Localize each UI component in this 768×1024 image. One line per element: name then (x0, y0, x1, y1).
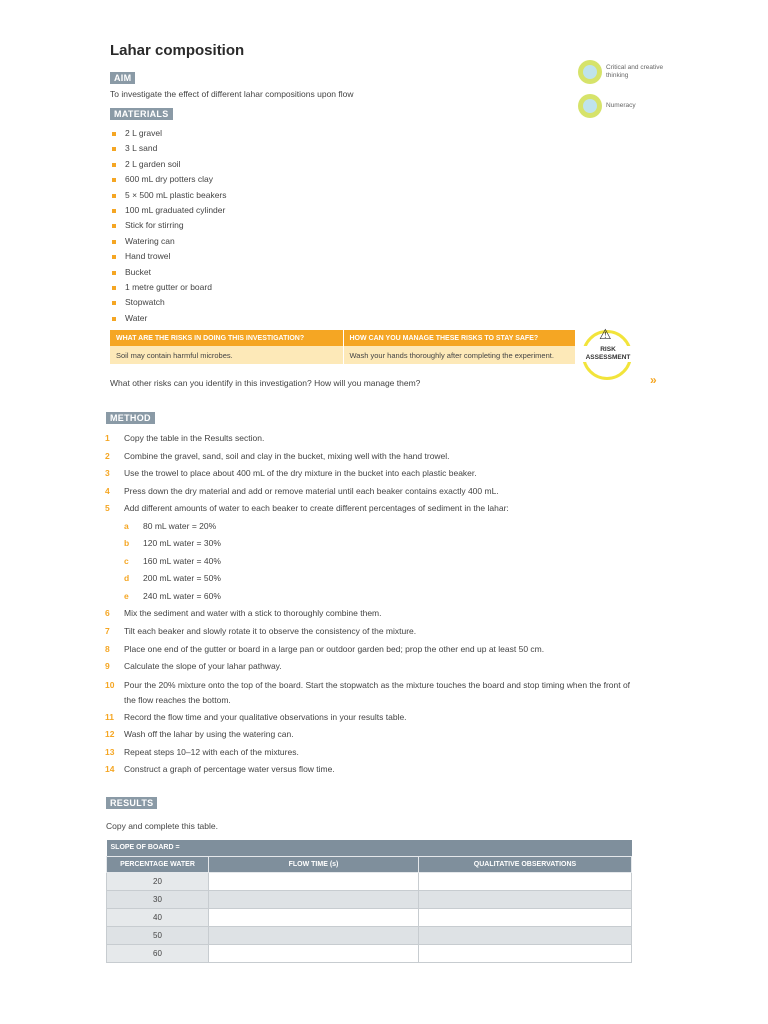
substep-letter: c (124, 555, 129, 566)
step-number: 7 (105, 625, 110, 636)
method-list (105, 430, 635, 779)
list-item: 100 mL graduated cylinder (112, 203, 227, 218)
step-number: 8 (105, 644, 110, 655)
flow-time-cell (209, 944, 419, 962)
list-item: Bucket (112, 265, 227, 280)
substep (124, 553, 635, 571)
method-step (105, 500, 635, 605)
method-step (105, 465, 635, 483)
materials-list (112, 126, 227, 326)
results-tag: RESULTS (106, 797, 157, 809)
flow-time-cell (209, 872, 419, 890)
step-number: 1 (105, 433, 110, 443)
list-item: 600 mL dry potters clay (112, 172, 227, 187)
step-text: Mix the sediment and water with a stick to thoroughly combine them. (124, 608, 382, 619)
list-item: 1 metre gutter or board (112, 280, 227, 295)
results-intro: Copy and complete this table. (106, 821, 218, 831)
observation-cell (419, 926, 632, 944)
substep (124, 518, 635, 536)
observation-cell (419, 944, 632, 962)
step-text: Tilt each beaker and slowly rotate it to observe the consistency of the mixture. (124, 625, 417, 636)
flow-time-cell (209, 890, 419, 908)
slope-header: SLOPE OF BOARD = (107, 840, 632, 856)
column-header: QUALITATIVE OBSERVATIONS (419, 856, 632, 872)
table-row (107, 908, 632, 926)
critical-thinking-icon (578, 60, 602, 84)
substep-text: 240 mL water = 60% (143, 590, 221, 601)
percentage-cell: 60 (107, 944, 209, 962)
step-number: 6 (105, 608, 110, 619)
substep-text: 120 mL water = 30% (143, 538, 221, 549)
risk-header-risks: WHAT ARE THE RISKS IN DOING THIS INVESTIGATION? (110, 330, 343, 346)
risk-header-manage: HOW CAN YOU MANAGE THESE RISKS TO STAY SAFE? (343, 330, 576, 346)
step-number: 12 (105, 729, 115, 740)
numeracy-icon (578, 94, 602, 118)
list-item: Stick for stirring (112, 218, 227, 233)
substep-letter: a (124, 520, 129, 531)
risk-cell: Soil may contain harmful microbes. (110, 346, 343, 364)
substep-letter: e (124, 590, 129, 601)
step-number: 9 (105, 661, 110, 672)
table-row (107, 944, 632, 962)
method-step (105, 623, 635, 641)
risk-badge-line1: RISK (600, 346, 616, 353)
step-text: Record the flow time and your qualitative observations in your results table. (124, 711, 407, 722)
percentage-cell: 40 (107, 908, 209, 926)
list-item: Hand trowel (112, 249, 227, 264)
skill-label: Numeracy (606, 102, 636, 109)
substep-text: 80 mL water = 20% (143, 520, 217, 531)
method-step (105, 640, 635, 658)
warning-icon: ⚠ (599, 326, 612, 342)
method-step (105, 726, 635, 744)
table-row (107, 890, 632, 908)
aim-text: To investigate the effect of different lahar compositions upon flow (110, 89, 354, 99)
risk-badge-line2: ASSESSMENT (585, 354, 631, 361)
list-item: 2 L gravel (112, 126, 227, 141)
skill-numeracy (578, 94, 678, 128)
list-item: 3 L sand (112, 141, 227, 156)
skill-label: Critical and creative thinking (606, 64, 664, 79)
substep-letter: d (124, 573, 130, 584)
method-step (105, 658, 635, 676)
step-text: Wash off the lahar by using the watering can. (124, 729, 294, 740)
percentage-cell: 30 (107, 890, 209, 908)
substep-text: 200 mL water = 50% (143, 573, 221, 584)
step-text: Use the trowel to place about 400 mL of the dry mixture in the bucket into each plastic beaker. (124, 468, 477, 478)
step-number: 14 (105, 764, 115, 775)
method-tag: METHOD (106, 412, 155, 424)
method-step (105, 605, 635, 623)
table-row (107, 926, 632, 944)
step-text: Pour the 20% mixture onto the top of the board. Start the stopwatch as the mixture touches the board and stop timing when the front of the flow reaches the bottom. (124, 679, 631, 705)
risk-question: What other risks can you identify in this investigation? How will you manage them? (110, 378, 421, 388)
list-item: Stopwatch (112, 295, 227, 310)
observation-cell (419, 890, 632, 908)
flow-time-cell (209, 926, 419, 944)
method-step (105, 761, 635, 779)
step-text: Press down the dry material and add or remove material until each beaker contains exactly 400 mL. (124, 485, 499, 496)
list-item: Water (112, 311, 227, 326)
step-number: 2 (105, 450, 110, 461)
list-item: 2 L garden soil (112, 157, 227, 172)
list-item: Watering can (112, 234, 227, 249)
step-text: Copy the table in the Results section. (124, 433, 265, 443)
substep-list (124, 518, 635, 606)
substep (124, 535, 635, 553)
step-text: Combine the gravel, sand, soil and clay in the bucket, mixing well with the hand trowel. (124, 450, 450, 461)
column-header: FLOW TIME (s) (209, 856, 419, 872)
step-text: Add different amounts of water to each beaker to create different percentages of sediment in the lahar: (124, 503, 509, 513)
step-number: 10 (105, 679, 115, 690)
chevron-right-icon[interactable]: » (650, 373, 657, 387)
risk-cell: Wash your hands thoroughly after completing the experiment. (343, 346, 576, 364)
risk-table (110, 330, 576, 364)
table-row (107, 872, 632, 890)
step-number: 5 (105, 503, 110, 513)
page-title: Lahar composition (110, 42, 245, 59)
method-step (105, 448, 635, 466)
step-text: Repeat steps 10–12 with each of the mixtures. (124, 746, 299, 757)
method-step (105, 676, 635, 709)
substep (124, 570, 635, 588)
step-text: Place one end of the gutter or board in a large pan or outdoor garden bed; prop the other end up at least 50 cm. (124, 644, 545, 655)
step-number: 3 (105, 468, 110, 478)
observation-cell (419, 872, 632, 890)
substep-text: 160 mL water = 40% (143, 555, 221, 566)
skill-critical-thinking (578, 60, 678, 94)
results-table (106, 840, 632, 963)
method-step (105, 709, 635, 727)
risk-assessment-badge (578, 324, 636, 376)
skills-panel (578, 60, 678, 128)
aim-tag: AIM (110, 72, 135, 84)
substep (124, 588, 635, 606)
step-number: 13 (105, 746, 115, 757)
flow-time-cell (209, 908, 419, 926)
step-number: 11 (105, 711, 114, 722)
step-text: Calculate the slope of your lahar pathway. (124, 661, 282, 672)
materials-tag: MATERIALS (110, 108, 173, 120)
observation-cell (419, 908, 632, 926)
method-step (105, 744, 635, 762)
percentage-cell: 50 (107, 926, 209, 944)
percentage-cell: 20 (107, 872, 209, 890)
list-item: 5 × 500 mL plastic beakers (112, 188, 227, 203)
risk-badge-label (578, 346, 638, 362)
substep-letter: b (124, 538, 130, 549)
method-step (105, 430, 635, 448)
column-header: PERCENTAGE WATER (107, 856, 209, 872)
method-step (105, 483, 635, 501)
step-text: Construct a graph of percentage water versus flow time. (124, 764, 335, 775)
step-number: 4 (105, 485, 110, 496)
